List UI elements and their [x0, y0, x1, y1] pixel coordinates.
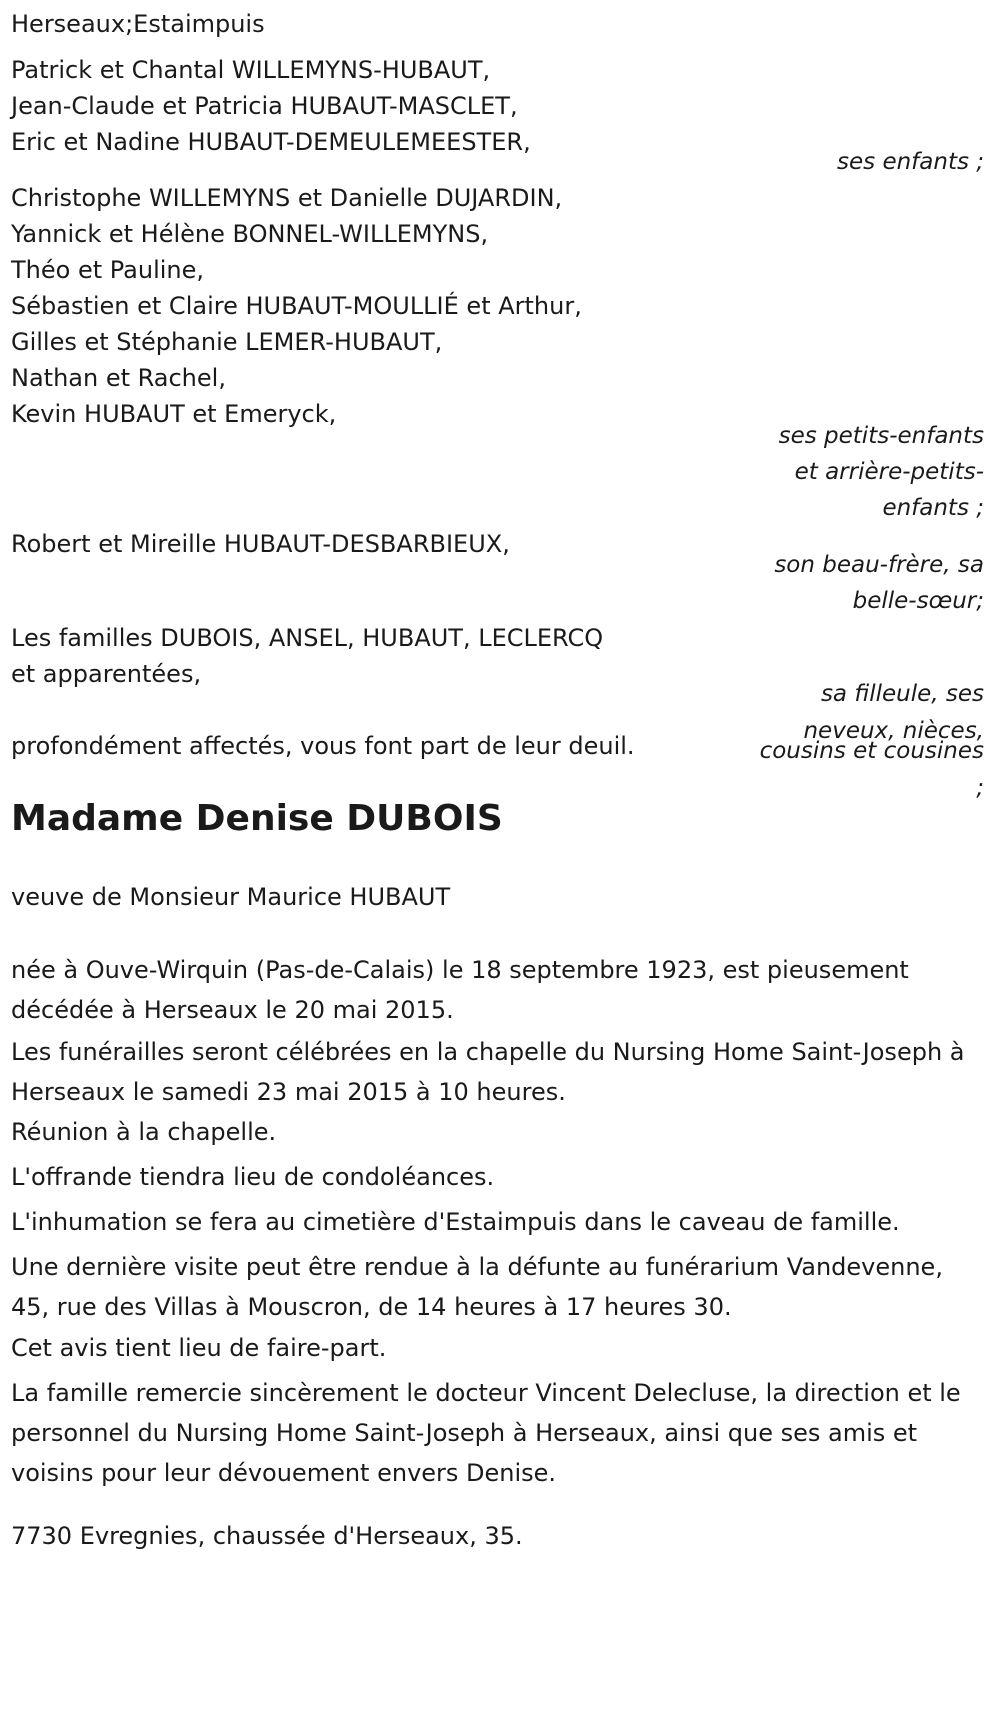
deceased-name: Madame Denise DUBOIS [11, 798, 503, 839]
grandchild-name: Sébastien et Claire HUBAUT-MOULLIÉ et Arthur, [11, 292, 582, 320]
grandchildren-label: enfants ; [882, 495, 984, 521]
reunion-paragraph: Réunion à la chapelle. [11, 1118, 277, 1146]
in-law-name: Robert et Mireille HUBAUT-DESBARBIEUX, [11, 530, 510, 558]
grandchild-name: Gilles et Stéphanie LEMER-HUBAUT, [11, 328, 443, 356]
offering-paragraph: L'offrande tiendra lieu de condoléances. [11, 1163, 495, 1191]
address: 7730 Evregnies, chaussée d'Herseaux, 35. [11, 1522, 523, 1550]
grandchild-name: Théo et Pauline, [11, 256, 205, 284]
grandchild-name: Kevin HUBAUT et Emeryck, [11, 400, 337, 428]
grandchild-name: Nathan et Rachel, [11, 364, 226, 392]
families-label: ; [976, 775, 984, 801]
birth-death-paragraph: née à Ouve-Wirquin (Pas-de-Calais) le 18 septembre 1923, est pieusement décédée à Herseaux le 20 mai 2015. [11, 956, 909, 1024]
children-label: ses enfants ; [837, 149, 984, 175]
notice-paragraph: Cet avis tient lieu de faire-part. [11, 1334, 387, 1362]
grandchild-name: Yannick et Hélène BONNEL-WILLEMYNS, [11, 220, 489, 248]
grandchildren-label: ses petits-enfants [778, 423, 984, 449]
child-name: Eric et Nadine HUBAUT-DEMEULEMEESTER, [11, 128, 531, 156]
families-label: cousins et cousines [759, 738, 984, 764]
grandchildren-label: et arrière-petits- [794, 459, 984, 485]
in-laws-label: son beau-frère, sa [774, 552, 984, 578]
family-name: et apparentées, [11, 660, 202, 688]
families-label: neveux, nièces, [803, 718, 984, 744]
widow-of: veuve de Monsieur Maurice HUBAUT [11, 883, 451, 911]
child-name: Jean-Claude et Patricia HUBAUT-MASCLET, [11, 92, 518, 120]
in-laws-label: belle-sœur; [852, 588, 984, 614]
funeral-paragraph: Les funérailles seront célébrées en la chapelle du Nursing Home Saint-Joseph à Herseaux le samedi 23 mai 2015 à 10 heures. [11, 1038, 965, 1106]
child-name: Patrick et Chantal WILLEMYNS-HUBAUT, [11, 56, 491, 84]
families-label: sa filleule, ses [820, 681, 984, 707]
thanks-paragraph: La famille remercie sincèrement le docteur Vincent Delecluse, la direction et le personnel du Nursing Home Saint-Joseph à Herseaux, ainsi que ses amis et voisins pour leur dévouement envers Denise. [11, 1379, 961, 1487]
closing-line: profondément affectés, vous font part de leur deuil. [11, 732, 635, 760]
burial-paragraph: L'inhumation se fera au cimetière d'Estaimpuis dans le caveau de famille. [11, 1208, 900, 1236]
place-header: Herseaux;Estaimpuis [11, 10, 265, 38]
family-name: Les familles DUBOIS, ANSEL, HUBAUT, LECLERCQ [11, 624, 604, 652]
visit-paragraph: Une dernière visite peut être rendue à la défunte au funérarium Vandevenne, 45, rue des Villas à Mouscron, de 14 heures à 17 heures 30. [11, 1253, 943, 1321]
grandchild-name: Christophe WILLEMYNS et Danielle DUJARDIN, [11, 184, 563, 212]
